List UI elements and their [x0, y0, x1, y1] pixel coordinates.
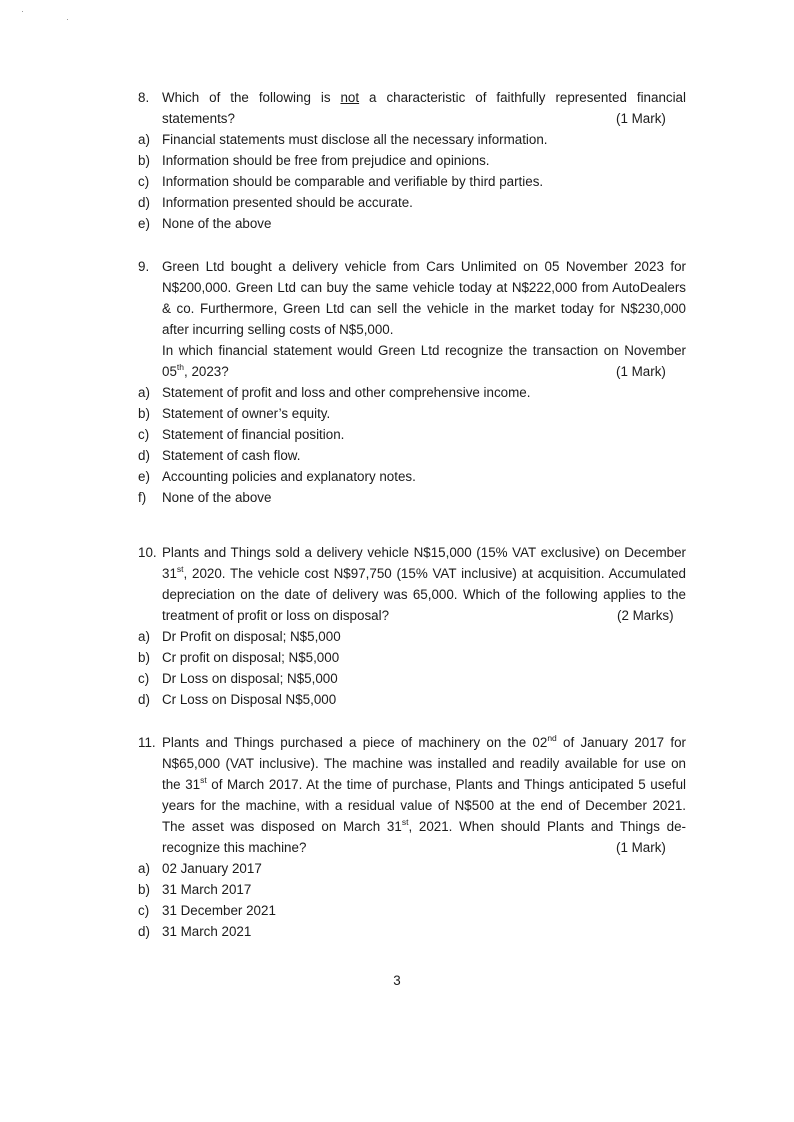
answer-option: c) Information should be comparable and verifiable by third parties. — [138, 174, 544, 189]
marks-label: (1 Mark) — [616, 111, 666, 126]
question-text: treatment of profit or loss on disposal? — [162, 608, 390, 623]
question-text: statements? — [162, 111, 235, 126]
answer-option: b) Information should be free from prejudice and opinions. — [138, 153, 490, 168]
answer-option: c) Statement of financial position. — [138, 427, 345, 442]
question-text: Plants and Things purchased a piece of machinery on the 02nd of January 2017 for — [162, 732, 686, 750]
question-9 — [0, 256, 794, 508]
question-text: Plants and Things sold a delivery vehicle N$15,000 (15% VAT exclusive) on December — [162, 545, 686, 560]
answer-option: b) 31 March 2017 — [138, 882, 252, 897]
question-text: N$65,000 (VAT inclusive). The machine was installed and readily available for use on — [162, 756, 686, 771]
answer-option: d) Statement of cash flow. — [138, 448, 301, 463]
question-text: after incurring selling costs of N$5,000. — [162, 322, 394, 337]
answer-option: b) Statement of owner’s equity. — [138, 406, 331, 421]
question-text: Green Ltd bought a delivery vehicle from Cars Unlimited on 05 November 2023 for — [162, 259, 686, 274]
question-number: 9. — [138, 259, 150, 274]
question-text: & co. Furthermore, Green Ltd can sell the vehicle in the market today for N$230,000 — [162, 301, 686, 316]
answer-option: a) Financial statements must disclose all the necessary information. — [138, 132, 548, 147]
question-number: 11. — [138, 735, 156, 750]
answer-option: e) None of the above — [138, 216, 272, 231]
answer-option: e) Accounting policies and explanatory notes. — [138, 469, 416, 484]
marks-label: (1 Mark) — [616, 840, 666, 855]
question-text: 05th, 2023? — [162, 361, 229, 379]
question-text: the 31st of March 2017. At the time of purchase, Plants and Things anticipated 5 useful — [162, 774, 686, 792]
scan-speck — [67, 19, 68, 20]
answer-option: a) Dr Profit on disposal; N$5,000 — [138, 629, 341, 644]
marks-label: (1 Mark) — [616, 364, 666, 379]
question-text: In which financial statement would Green Ltd recognize the transaction on November — [162, 343, 686, 358]
answer-option: d) Cr Loss on Disposal N$5,000 — [138, 692, 337, 707]
question-text: depreciation on the date of delivery was 65,000. Which of the following applies to the — [162, 587, 686, 602]
answer-option: a) Statement of profit and loss and other comprehensive income. — [138, 385, 531, 400]
question-11 — [0, 732, 794, 942]
answer-option: d) 31 March 2021 — [138, 924, 252, 939]
scan-speck — [22, 11, 23, 12]
answer-option: b) Cr profit on disposal; N$5,000 — [138, 650, 340, 665]
marks-label: (2 Marks) — [617, 608, 674, 623]
page-number: 3 — [393, 973, 401, 988]
answer-option: c) Dr Loss on disposal; N$5,000 — [138, 671, 338, 686]
question-text: years for the machine, with a residual value of N$500 at the end of December 2021. — [162, 798, 686, 813]
answer-option: f) None of the above — [138, 490, 272, 505]
answer-option: a) 02 January 2017 — [138, 861, 262, 876]
answer-option: c) 31 December 2021 — [138, 903, 276, 918]
question-10 — [0, 542, 794, 710]
question-text: 31st, 2020. The vehicle cost N$97,750 (15% VAT inclusive) at acquisition. Accumulated — [162, 563, 686, 581]
question-text: The asset was disposed on March 31st, 2021. When should Plants and Things de- — [162, 816, 687, 834]
question-number: 8. — [138, 90, 150, 105]
question-8 — [0, 87, 794, 234]
underlined-word: not — [340, 90, 360, 105]
question-text: recognize this machine? — [162, 840, 307, 855]
question-number: 10. — [138, 545, 157, 560]
question-text: Which of the following is not a characteristic of faithfully represented financial — [162, 90, 686, 105]
question-text: N$200,000. Green Ltd can buy the same vehicle today at N$222,000 from AutoDealers — [162, 280, 686, 295]
answer-option: d) Information presented should be accurate. — [138, 195, 413, 210]
